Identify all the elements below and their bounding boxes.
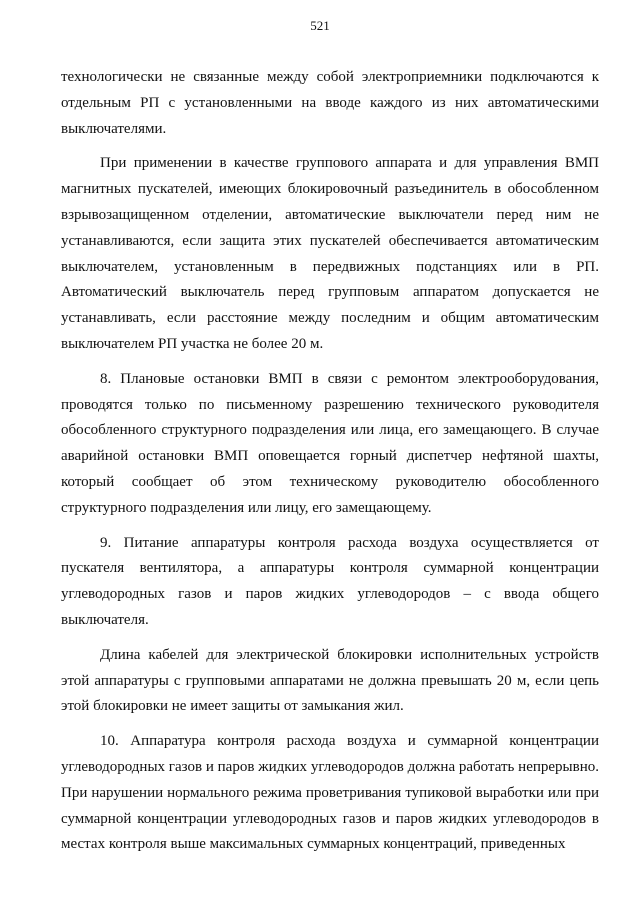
paragraph-item-10: 10. Аппаратура контроля расхода воздуха и суммарной концентрации углеводородных газов и паров жидких углеводородов должна работать непрерывно. При нарушении нормального режима проветривания тупиковой выработки или при суммарной концентрации углеводородных газов и паров жидких углеводородов в местах контроля выше максимальных суммарных концентраций, приведенных (61, 733, 599, 853)
paragraph-item-9: 9. Питание аппаратуры контроля расхода воздуха осуществляется от пускателя вентилятора, а аппаратуры контроля суммарной концентрации углеводородных газов и паров жидких углеводородов – с ввода общего выключателя. (61, 534, 599, 628)
paragraph-item-8: 8. Плановые остановки ВМП в связи с ремонтом электрооборудования, проводятся только по письменному разрешению технического руководителя обособленного структурного подразделения или лица, его замещающего. В случае аварийной остановки ВМП оповещается горный диспетчер нефтяной шахты, который сообщает об этом техническому руководителю обособленного структурного подразделения или лицу, его замещающему. (61, 370, 599, 516)
page-number: 521 (310, 18, 330, 33)
paragraph-group-apparatus: При применении в качестве группового аппарата и для управления ВМП магнитных пускателей, имеющих блокировочный разъединитель в обособленном взрывозащищенном отделении, автоматические выключатели перед ним не устанавливаются, если защита этих пускателей обеспечивается автоматическим выключателем, установленным в передвижных подстанциях или в РП. Автоматический выключатель перед групповым аппаратом допускается не устанавливать, если расстояние между последним и общим автоматическим выключателем РП участка не более 20 м. (61, 155, 599, 352)
document-body (61, 65, 599, 866)
paragraph-cable-length: Длина кабелей для электрической блокировки исполнительных устройств этой аппаратуры с групповыми аппаратами не должна превышать 20 м, если цепь этой блокировки не имеет защиты от замыкания жил. (61, 646, 599, 715)
paragraph-continuation: технологически не связанные между собой электроприемники подключаются к отдельным РП с установленными на вводе каждого из них автоматическими выключателями. (61, 69, 599, 137)
